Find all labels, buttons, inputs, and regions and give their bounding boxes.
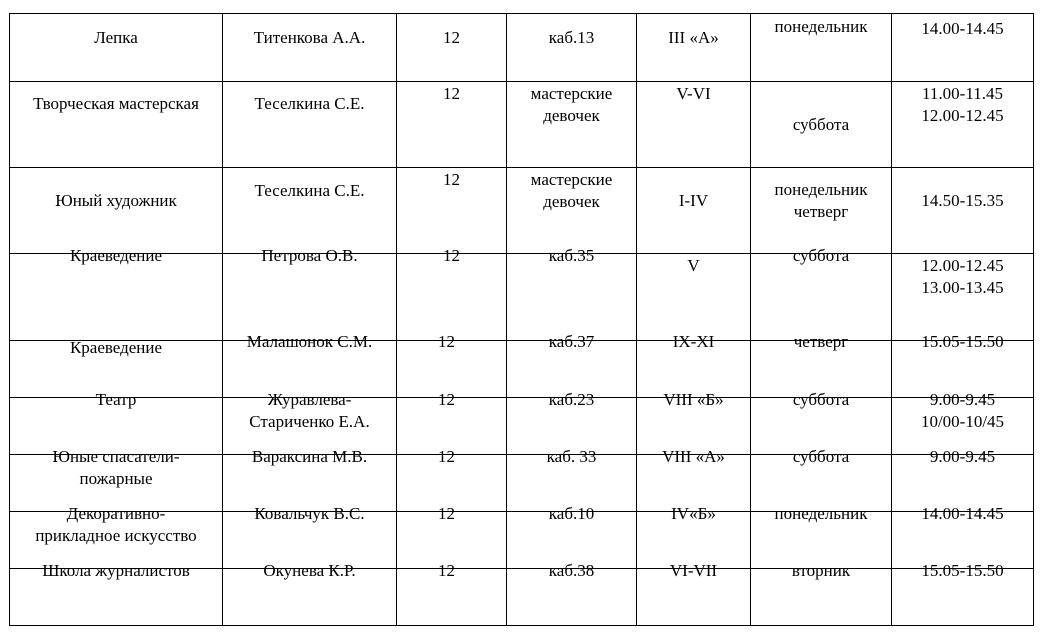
cell-hours: 12	[438, 332, 455, 351]
cell-room: девочек	[543, 192, 600, 211]
cell-hours: 12	[443, 246, 460, 265]
cell-room: каб.23	[548, 390, 595, 409]
cell-time: 14.50-15.35	[921, 191, 1004, 210]
cell-time: 15.05-15.50	[921, 561, 1004, 580]
cell-hours: 12	[443, 84, 460, 103]
cell-grade: IX-XI	[672, 332, 715, 351]
cell-room: каб.13	[548, 28, 595, 47]
cell-time: 11.00-11.45	[922, 84, 1003, 103]
cell-activity: Лепка	[94, 28, 138, 47]
cell-grade: III «А»	[668, 28, 719, 47]
cell-activity: Театр	[95, 390, 137, 409]
cell-day: суббота	[792, 246, 850, 265]
cell-room: каб.37	[548, 332, 595, 351]
cell-room: каб.38	[548, 561, 595, 580]
cell-activity: Краеведение	[69, 246, 163, 265]
cell-time: 9.00-9.45	[929, 390, 996, 409]
cell-day: суббота	[792, 447, 850, 466]
cell-time: 12.00-12.45	[921, 256, 1004, 275]
cell-grade: V	[687, 256, 700, 275]
cell-room: девочек	[543, 106, 600, 125]
cell-teacher: Теселкина С.Е.	[254, 94, 365, 113]
cell-time: 9.00-9.45	[929, 447, 996, 466]
cell-day: суббота	[792, 390, 850, 409]
cell-room: каб.35	[548, 246, 595, 265]
cell-time: 14.00-14.45	[921, 19, 1004, 38]
cell-teacher: Ковальчук В.С.	[254, 504, 365, 523]
cell-teacher: Малашонок С.М.	[246, 332, 373, 351]
row-border	[9, 625, 1034, 626]
cell-day: понедельник	[774, 17, 868, 36]
cell-day: вторник	[791, 561, 851, 580]
cell-room: мастерские	[530, 170, 613, 189]
cell-day: понедельник	[774, 180, 868, 199]
cell-time: 14.00-14.45	[921, 504, 1004, 523]
cell-hours: 12	[438, 447, 455, 466]
cell-activity: пожарные	[79, 469, 153, 488]
cell-grade: VIII «А»	[662, 447, 725, 466]
cell-room: мастерские	[530, 84, 613, 103]
cell-grade: IV«Б»	[671, 504, 716, 523]
cell-time: 15.05-15.50	[921, 332, 1004, 351]
cell-activity: Школа журналистов	[42, 561, 190, 580]
cell-time: 12.00-12.45	[921, 106, 1004, 125]
cell-activity: Творческая мастерская	[33, 94, 199, 113]
column-border	[1033, 13, 1034, 626]
cell-activity: Декоративно-	[66, 504, 166, 523]
cell-hours: 12	[438, 390, 455, 409]
cell-activity: Краеведение	[69, 338, 163, 357]
cell-room: каб.10	[548, 504, 595, 523]
cell-grade: I-IV	[678, 191, 709, 210]
cell-hours: 12	[443, 28, 460, 47]
cell-day: понедельник	[774, 504, 868, 523]
cell-hours: 12	[438, 504, 455, 523]
cell-teacher: Вараксина М.В.	[251, 447, 368, 466]
row-border	[9, 13, 1034, 14]
cell-grade: VI-VII	[669, 561, 718, 580]
column-border	[750, 13, 751, 626]
row-border	[9, 167, 1034, 168]
cell-activity: Юный художник	[55, 191, 177, 210]
cell-teacher: Журавлева-	[267, 390, 352, 409]
cell-activity: Юные спасатели-	[52, 447, 180, 466]
cell-hours: 12	[443, 170, 460, 189]
cell-time: 13.00-13.45	[921, 278, 1004, 297]
row-border	[9, 81, 1034, 82]
cell-teacher: Окунева К.Р.	[263, 561, 356, 580]
cell-grade: VIII «Б»	[663, 390, 724, 409]
cell-grade: V-VI	[676, 84, 711, 103]
cell-teacher: Титенкова А.А.	[253, 28, 366, 47]
cell-room: каб. 33	[546, 447, 597, 466]
cell-teacher: Теселкина С.Е.	[254, 181, 365, 200]
cell-time: 10/00-10/45	[920, 412, 1005, 431]
cell-teacher: Петрова О.В.	[261, 246, 358, 265]
cell-day: четверг	[793, 202, 849, 221]
cell-day: суббота	[792, 115, 850, 134]
cell-activity: прикладное искусство	[35, 526, 197, 545]
cell-hours: 12	[438, 561, 455, 580]
cell-day: четверг	[793, 332, 849, 351]
cell-teacher: Стариченко Е.А.	[249, 412, 370, 431]
